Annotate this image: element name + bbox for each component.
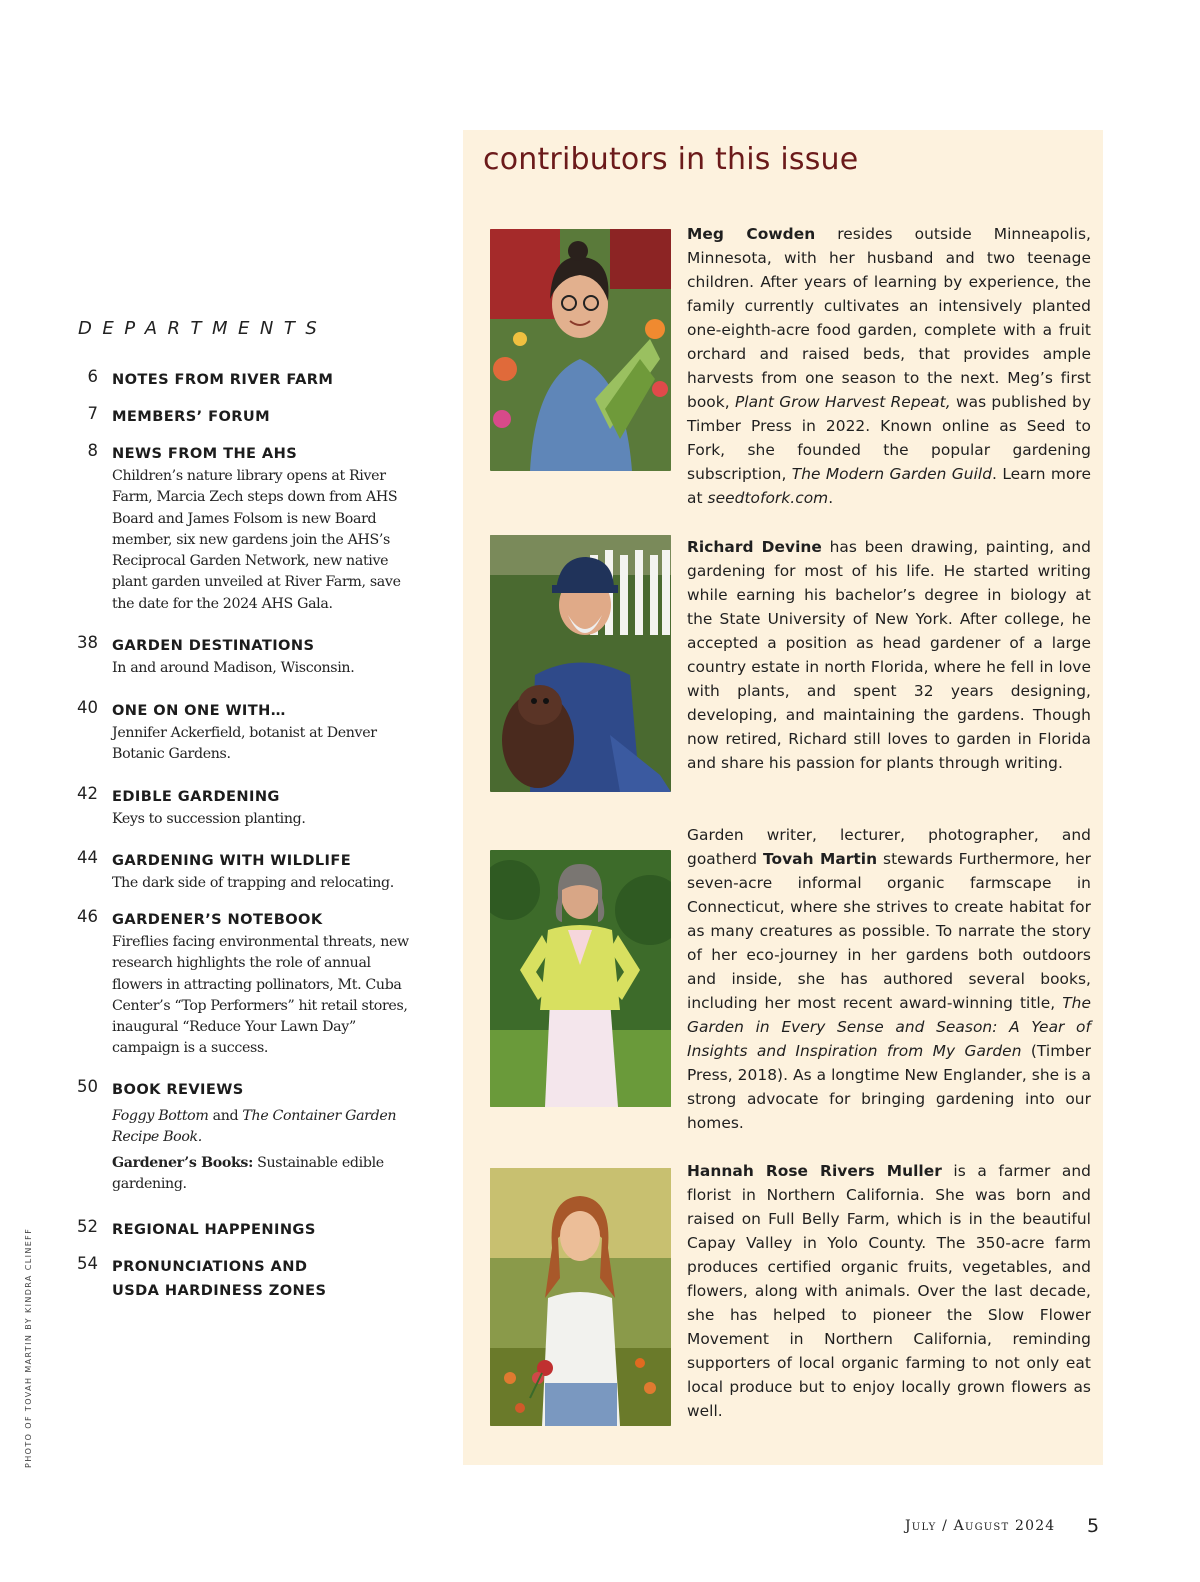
dept-title-line-1: PRONUNCIATIONS AND <box>112 1258 308 1275</box>
bio-text: has been drawing, painting, and gardening for most of his life. He started writing while earning his bachelor’s degree in biology at the State University of New York. After college, he accepted a position as head gardener of a large country estate in north Florida, where he fell in love with plants, and spent 32 years designing, developing, and maintaining the gardens. Though now retired, Richard still loves to garden in Florida and share his passion for plants through writing. <box>687 538 1091 772</box>
dept-item-gardening-with-wildlife <box>72 849 417 894</box>
contributor-bio-tovah-martin <box>687 823 1091 1135</box>
dept-page-number: 54 <box>77 1254 98 1273</box>
dept-page-number: 40 <box>77 698 98 717</box>
dept-title: GARDEN DESTINATIONS <box>112 637 315 654</box>
gardeners-books-desc: Sustainable edible gardening. <box>112 1154 384 1192</box>
dept-description: Keys to succession planting. <box>112 811 306 827</box>
subscription-title: The Modern Garden Guild <box>791 465 993 483</box>
dept-item-one-on-one-with <box>72 699 417 766</box>
dept-description: Fireflies facing environmental threats, new research highlights the role of annual flowers in attracting pollinators, Mt. Cuba Center’s “Top Performers” hit retail stores, inaugural “Reduce Your Lawn Day” campaign is a success. <box>112 934 409 1057</box>
review-book-title: Foggy Bottom <box>112 1108 209 1124</box>
photo-credit: PHOTO OF TOVAH MARTIN BY KINDRA CLINEFF <box>24 1227 33 1468</box>
contributor-name: Hannah Rose Rivers Muller <box>687 1162 942 1180</box>
dept-description: The dark side of trapping and relocating. <box>112 875 394 891</box>
dept-description: Jennifer Ackerfield, botanist at Denver Botanic Gardens. <box>112 725 377 763</box>
bio-text: . Learn more at <box>687 465 1091 507</box>
dept-item-news-from-the-ahs <box>72 442 417 615</box>
gardeners-books-label: Gardener’s Books: <box>112 1154 253 1171</box>
bio-text: resides outside Minneapolis, Minnesota, with her husband and two teenage children. After years of learning by experience, the family currently cultivates an intensively planted one-eighth-acre food garden, complete with a fruit orchard and raised beds, that provides ample harvests from one season to the next. Meg’s first book, <box>687 225 1091 411</box>
dept-page-number: 46 <box>77 907 98 926</box>
dept-item-gardeners-notebook <box>72 908 417 1060</box>
bio-text: (Timber Press, 2018). As a longtime New Englander, she is a strong advocate for bringing gardening into our homes. <box>687 1042 1091 1132</box>
dept-page-number: 7 <box>87 404 98 423</box>
dept-page-number: 38 <box>77 633 98 652</box>
dept-title: EDIBLE GARDENING <box>112 788 280 805</box>
contributor-name: Meg Cowden <box>687 225 816 243</box>
bio-text: stewards Furthermore, her seven-acre informal organic farmscape in Connecticut, where she strives to create habitat for as many creatures as possible. To narrate the story of her eco-journey in her gardens both outdoors and inside, she has authored several books, including her most recent award-winning title, <box>687 850 1091 1012</box>
dept-page-number: 8 <box>87 441 98 460</box>
dept-item-book-reviews <box>72 1078 417 1195</box>
dept-description: Children’s nature library opens at River Farm, Marcia Zech steps down from AHS Board and James Folsom is new Board member, six new gardens join the AHS’s Reciprocal Garden Network, new native plant garden unveiled at River Farm, save the date for the 2024 AHS Gala. <box>112 468 401 612</box>
contributor-photo-richard-devine <box>490 535 671 792</box>
dept-page-number: 42 <box>77 784 98 803</box>
dept-description: In and around Madison, Wisconsin. <box>112 660 355 676</box>
book-title: The Garden in Every Sense and Season: A Year of Insights and Inspiration from My Garden <box>687 994 1091 1060</box>
dept-title: MEMBERS’ FORUM <box>112 408 271 425</box>
dept-page-number: 52 <box>77 1217 98 1236</box>
dept-item-garden-destinations <box>72 634 417 679</box>
dept-title: REGIONAL HAPPENINGS <box>112 1221 316 1238</box>
contributor-name: Tovah Martin <box>762 850 878 868</box>
contributors-heading: contributors in this issue <box>483 142 859 177</box>
contributor-bio-richard-devine <box>687 535 1091 775</box>
dept-title: NOTES FROM RIVER FARM <box>112 371 334 388</box>
dept-description <box>112 1153 417 1196</box>
page-number: 5 <box>1087 1515 1100 1537</box>
bio-text: . <box>828 489 834 507</box>
bio-text: is a farmer and florist in Northern California. She was born and raised on Full Belly Farm, which is in the beautiful Capay Valley in Yolo County. The 350-acre farm produces certified organic fruits, vegetables, and flowers, along with animals. Over the last decade, she has helped to pioneer the Slow Flower Movement in Northern California, reminding supporters of local organic farming to not only eat local produce but to enjoy locally grown flowers as well. <box>687 1162 1091 1420</box>
review-conjunction: and <box>208 1108 243 1124</box>
bio-text: was published by Timber Press in 2022. Known online as Seed to Fork, she founded the popular gardening subscription, <box>687 393 1091 483</box>
contributor-photo-meg-cowden <box>490 229 671 471</box>
bio-text: Garden writer, lecturer, photographer, and goatherd <box>687 826 1091 868</box>
issue-folio: July / August 2024 <box>905 1518 1056 1534</box>
dept-title: ONE ON ONE WITH… <box>112 702 286 719</box>
contributor-bio-hannah-rose-rivers-muller <box>687 1159 1091 1423</box>
dept-title-line-2: USDA HARDINESS ZONES <box>112 1282 327 1299</box>
dept-title: NEWS FROM THE AHS <box>112 445 298 462</box>
dept-item-pronunciations <box>72 1255 417 1303</box>
review-book-title: The Container Garden Recipe Book. <box>112 1108 397 1146</box>
contributor-photo-tovah-martin <box>490 850 671 1107</box>
book-title: Plant Grow Harvest Repeat, <box>734 393 951 411</box>
dept-title: GARDENING WITH WILDLIFE <box>112 852 352 869</box>
dept-item-notes-from-river-farm <box>72 368 417 392</box>
dept-page-number: 44 <box>77 848 98 867</box>
dept-item-members-forum <box>72 405 417 429</box>
contributor-name: Richard Devine <box>687 538 822 556</box>
contributors-panel <box>463 130 1103 1465</box>
dept-title: BOOK REVIEWS <box>112 1081 244 1098</box>
dept-description <box>112 1106 417 1149</box>
departments-heading: DEPARTMENTS <box>78 318 328 339</box>
contributor-bio-meg-cowden <box>687 222 1091 510</box>
dept-item-edible-gardening <box>72 785 417 830</box>
dept-title: GARDENER’S NOTEBOOK <box>112 911 323 928</box>
dept-item-regional-happenings <box>72 1218 417 1242</box>
dept-page-number: 6 <box>87 367 98 386</box>
dept-page-number: 50 <box>77 1077 98 1096</box>
website: seedtofork.com <box>707 489 829 507</box>
contributor-photo-hannah-rose-rivers-muller <box>490 1168 671 1426</box>
